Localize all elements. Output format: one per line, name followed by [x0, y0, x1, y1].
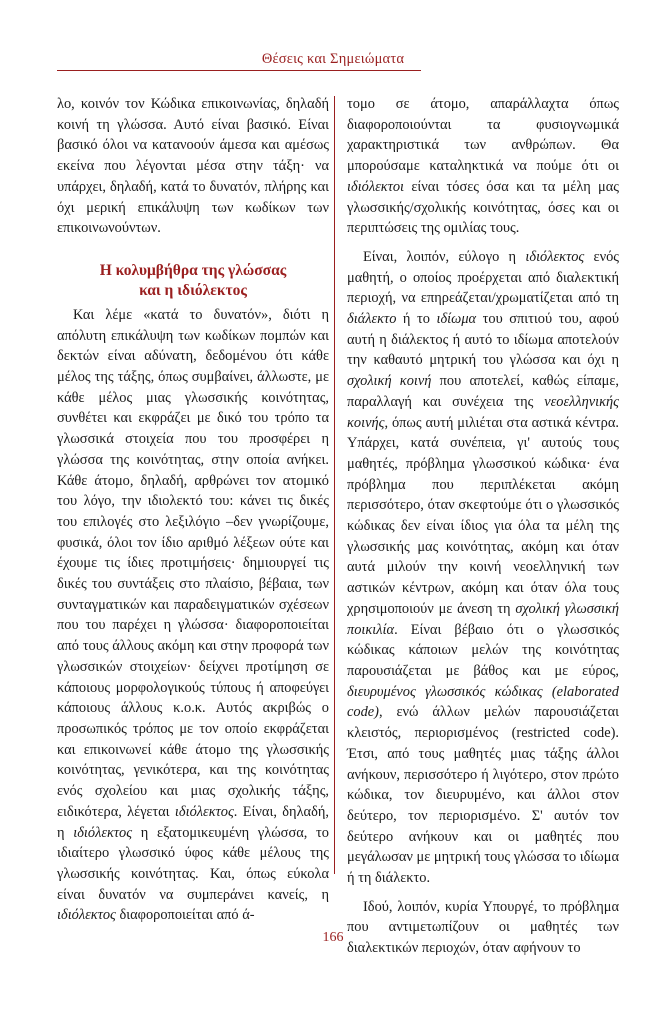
- text-run: ενός μαθητή, ο οποίος προέρχεται από διαλεκτική περιοχή, να επηρεάζεται/χρωματίζεται από τη: [347, 248, 619, 307]
- text-run: . Είναι βέβαιο ότι ο γλωσσικός κώδικας κάποιων μελών της κοινότητας παρουσιάζεται με βάθος και με εύρος,: [347, 621, 619, 679]
- text-run: Είναι, λοιπόν, εύλογο η: [363, 248, 526, 265]
- text-run: , ενώ άλλων μελών παρουσιάζεται κλειστός, περιορισμένος (restricted code). Έτσι, από τους μαθητές μιας τάξης άλλοι ανήκουν, περισσότερο ή λιγότερο, στον πρώτο κώδικα, τον διευρυμένο, και άλλοι στον δεύτερο, τον περιορισμένο. Σ' αυτόν τον δεύτερο ανήκουν και οι μαθητές που μεγάλωσαν με μητρική τους γλώσσα το ιδίωμα ή τη διάλεκτο.: [347, 704, 620, 887]
- left-paragraph-2: [57, 305, 329, 926]
- italic-term: ιδιόλεκτος: [525, 248, 585, 265]
- page-number: 166: [322, 930, 344, 945]
- text-run: τομο σε άτομο, απαράλλαχτα όπως διαφοροποιούνται τα φυσιογνωμικά χαρακτηριστικά των ανθρώπων. Θα μπορούσαμε καταληκτικά να πούμε ότι οι: [347, 96, 619, 175]
- text-run: ή το: [396, 311, 437, 328]
- text-run: , όπως αυτή μιλιέται στα αστικά κέντρα. Υπάρχει, κατά συνέπεια, γι' αυτούς τους μαθητές, πρόβλημα γλωσσικού κώδικα· ένα πρόβλημα που περιπλέκεται ακόμη περισσότερο, όταν σκεφτούμε ότι ο γλωσσικός κώδικας δεν είναι ίδιος για όλα τα μέλη της γλωσσικής μας κοινότητας, ακόμη και όταν αυτά μιλούν την κοινή νεοελληνική των αστικών κέντρων, ακόμη και όταν όλα τους χρησιμοποιούν με άνεση τη: [347, 414, 619, 617]
- italic-term: ιδιόλεκτος: [174, 803, 234, 820]
- left-column: [57, 94, 329, 926]
- right-column: [347, 94, 619, 959]
- text-run: που αποτελεί, καθώς είπαμε, παραλλαγή και συνέχεια της: [347, 373, 619, 410]
- section-heading-line-1: Η κολυμβήθρα της γλώσσας: [99, 261, 287, 279]
- right-paragraph-1: [347, 94, 619, 239]
- right-paragraph-2: [347, 247, 619, 889]
- text-run: Και λέμε «κατά το δυνατόν», διότι η απόλυτη επικάλυψη των κωδίκων πομπών και δεκτών είναι αδύνατη, δεδομένου ότι κάθε μέλος της τάξης, όπως συμβαίνει, άλλωστε, με κάθε μέλος μιας γλωσσικής κοινότητας, συνθέτει και εκφράζει με δικό του τρόπο τα γλωσσικά στοιχεία που του προσφέρει η γλώσσα της κοινότητας, στην οποία ανήκει. Κάθε άτομο, δηλαδή, αρθρώνει τον ατομικό του λόγο, την ιδιολεκτό του: κάνει τις δικές του επιλογές στο λεξιλόγιο –δεν γνωρίζουμε, φυσικά, όλοι τον ίδιο αριθμό λέξεων ούτε και έχουμε τις ίδιες προτιμήσεις· δημιουργεί τις δικές του συντάξεις στο πλαίσιο, βέβαια, των συνταγματικών και παραδειγματικών σχέσεων που του παρέχει η γλώσσα· διαφοροποιείται από τους άλλους ακόμη και στην προφορά των γλωσσικών στοιχείων· δείχνει προτίμηση σε κάποιους μορφολογικούς τύπους ή αποφεύγει κάποιους άλλους κ.ο.κ. Αυτός ακριβώς ο προσωπικός τρόπος με τον οποίο εκφράζεται και επικοινωνεί κάθε άτομο της γλωσσικής κοινότητας, γενικότερα, και της κοινότητας ενός σχολείου και μιας σχολικής τάξης, ειδικότερα, λέγεται: [57, 306, 329, 820]
- section-heading: [57, 261, 329, 301]
- left-paragraph-1: λο, κοινόν τον Κώδικα επικοινωνίας, δηλαδή κοινή τη γλώσσα. Αυτό είναι βασικό. Είναι βασικό όλοι να κατανοούν άμεσα και αμέσως εκείνα που λέγονται μέσα στην τάξη· να υπάρχει, δηλαδή, κατά το δυνατόν, πλήρης και όχι μερική επικάλυψη των κωδίκων των επικοινωνούντων.: [57, 96, 329, 237]
- italic-term: διευρυμένος γλωσσικός κώδικας (elaborated code): [347, 683, 619, 721]
- italic-term: ιδιόλεκτοι: [347, 178, 405, 195]
- italic-term: σχολική κοινή: [347, 373, 432, 390]
- section-heading-line-2: και η ιδιόλεκτος: [139, 281, 247, 299]
- italic-term: διάλεκτο: [347, 311, 397, 328]
- right-paragraph-3: Ιδού, λοιπόν, κυρία Υπουργέ, το πρόβλημα που αντιμετωπίζουν οι μαθητές των διαλεκτικών περιοχών, όταν αφήνουν το: [347, 898, 619, 957]
- text-run: η εξατομικευμένη γλώσσα, το ιδιαίτερο γλωσσικό ύφος κάθε μέλους της γλωσσικής κοινότητας. Και, όπως εύκολα είναι δυνατόν να συμπεράνει κανείς, η: [57, 824, 329, 903]
- running-header-title: Θέσεις και Σημειώματα: [261, 51, 405, 67]
- running-header: [0, 50, 666, 68]
- italic-term: ιδιόλεκτος: [57, 907, 116, 924]
- header-rule: [57, 70, 421, 71]
- italic-term: ιδίωμα: [436, 311, 477, 328]
- text-run: είναι τόσες όσα και τα μέλη μας γλωσσικής/σχολικής κοινότητας, όσες και οι περιπτώσεις της ομιλίας τους.: [347, 178, 619, 237]
- text-run: του σπιτιού του, αφού αυτή η διάλεκτος ή αυτό το ιδίωμα αποτελούν την καθαυτό μητρική του γλώσσα και όχι η: [347, 311, 620, 369]
- italic-term: ιδιόλεκτος: [73, 824, 133, 841]
- column-divider: [334, 96, 335, 874]
- text-run: διαφοροποιείται από ά-: [115, 907, 255, 924]
- italic-term: νεοελληνικής κοινής: [347, 393, 619, 431]
- italic-term: σχολική γλωσσική ποικιλία: [347, 600, 620, 638]
- text-run: . Είναι, δηλαδή, η: [57, 803, 329, 841]
